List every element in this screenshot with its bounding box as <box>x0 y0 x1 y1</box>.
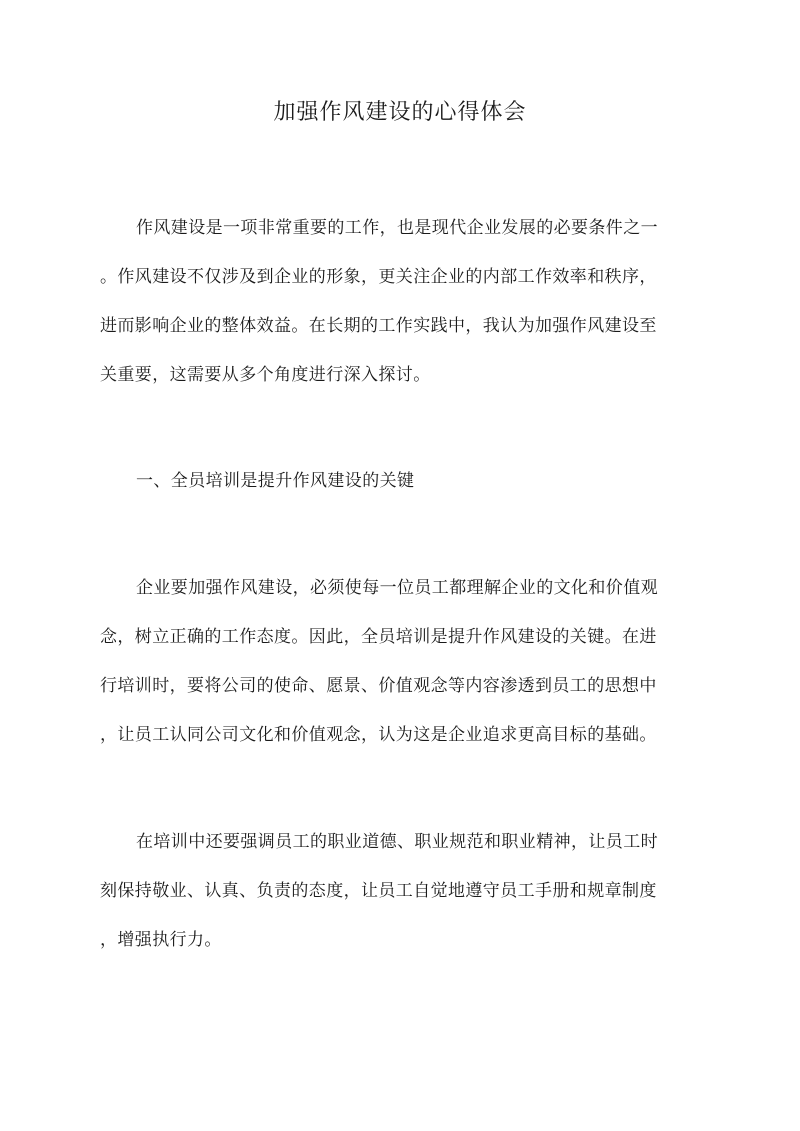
paragraph-line: 。作风建设不仅涉及到企业的形象，更关注企业的内部工作效率和秩序， <box>100 267 657 287</box>
section-heading: 一、全员培训是提升作风建设的关键 <box>136 471 415 491</box>
paragraph-line: 进而影响企业的整体效益。在长期的工作实践中，我认为加强作风建设至 <box>100 316 657 336</box>
paragraph-line: 行培训时，要将公司的使命、愿景、价值观念等内容渗透到员工的思想中 <box>100 676 657 696</box>
paragraph-intro <box>100 204 702 400</box>
paragraph-line: 作风建设是一项非常重要的工作，也是现代企业发展的必要条件之一 <box>136 218 658 238</box>
paragraph-line: ，增强执行力。 <box>100 930 222 950</box>
paragraph-line: 念，树立正确的工作态度。因此，全员培训是提升作风建设的关键。在进 <box>100 627 657 647</box>
paragraph-ethics <box>100 818 702 965</box>
paragraph-line: 在培训中还要强调员工的职业道德、职业规范和职业精神，让员工时 <box>136 832 658 852</box>
paragraph-line: 刻保持敬业、认真、负责的态度，让员工自觉地遵守员工手册和规章制度 <box>100 881 657 901</box>
document-title: 加强作风建设的心得体会 <box>273 100 527 125</box>
paragraph-line: ，让员工认同公司文化和价值观念，认为这是企业追求更高目标的基础。 <box>100 725 657 745</box>
paragraph-training <box>100 564 702 760</box>
paragraph-line: 企业要加强作风建设，必须使每一位员工都理解企业的文化和价值观 <box>136 578 658 598</box>
paragraph-line: 关重要，这需要从多个角度进行深入探讨。 <box>100 365 431 385</box>
